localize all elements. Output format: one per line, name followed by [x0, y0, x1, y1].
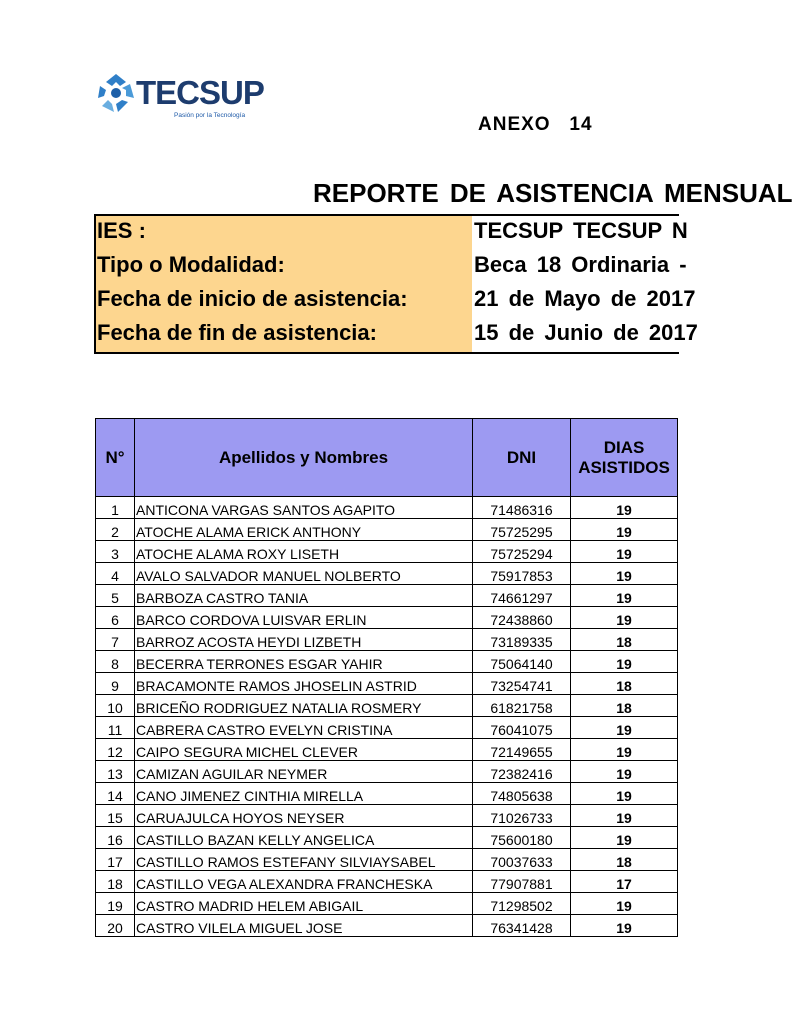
cell-num: 12 [96, 739, 135, 761]
cell-days: 19 [571, 651, 678, 673]
info-value: Beca 18 Ordinaria - [474, 252, 687, 277]
cell-name: CASTILLO VEGA ALEXANDRA FRANCHESKA [135, 871, 473, 893]
tecsup-emblem-icon [96, 72, 136, 116]
table-row [96, 915, 678, 937]
table-row [96, 739, 678, 761]
cell-num: 20 [96, 915, 135, 937]
cell-name: BRICEÑO RODRIGUEZ NATALIA ROSMERY [135, 695, 473, 717]
cell-days: 19 [571, 915, 678, 937]
info-label: IES : [97, 218, 146, 243]
info-value: 21 de Mayo de 2017 [474, 286, 696, 311]
cell-name: CASTILLO BAZAN KELLY ANGELICA [135, 827, 473, 849]
table-row [96, 541, 678, 563]
cell-name: AVALO SALVADOR MANUEL NOLBERTO [135, 563, 473, 585]
table-row [96, 717, 678, 739]
table-row [96, 607, 678, 629]
cell-dni: 75725294 [473, 541, 571, 563]
cell-num: 7 [96, 629, 135, 651]
cell-dni: 75725295 [473, 519, 571, 541]
header-dni: DNI [473, 419, 571, 497]
cell-days: 19 [571, 607, 678, 629]
cell-num: 17 [96, 849, 135, 871]
cell-days: 17 [571, 871, 678, 893]
cell-dni: 75917853 [473, 563, 571, 585]
header-days-line1: DIAS [603, 437, 645, 457]
cell-name: BECERRA TERRONES ESGAR YAHIR [135, 651, 473, 673]
cell-dni: 76041075 [473, 717, 571, 739]
cell-name: BARBOZA CASTRO TANIA [135, 585, 473, 607]
table-row [96, 827, 678, 849]
table-row [96, 497, 678, 519]
cell-num: 9 [96, 673, 135, 695]
cell-dni: 71298502 [473, 893, 571, 915]
info-value: TECSUP TECSUP N [474, 218, 688, 243]
cell-name: CASTILLO RAMOS ESTEFANY SILVIAYSABEL [135, 849, 473, 871]
info-row-fecha-inicio [96, 284, 696, 318]
table-row [96, 805, 678, 827]
info-label: Fecha de inicio de asistencia: [97, 286, 408, 311]
cell-dni: 75064140 [473, 651, 571, 673]
cell-num: 15 [96, 805, 135, 827]
cell-dni: 76341428 [473, 915, 571, 937]
cell-num: 11 [96, 717, 135, 739]
table-row [96, 519, 678, 541]
table-row [96, 585, 678, 607]
cell-name: BARROZ ACOSTA HEYDI LIZBETH [135, 629, 473, 651]
cell-dni: 74805638 [473, 783, 571, 805]
header-days-line2: ASISTIDOS [578, 457, 670, 477]
cell-num: 5 [96, 585, 135, 607]
cell-days: 18 [571, 849, 678, 871]
cell-name: CARUAJULCA HOYOS NEYSER [135, 805, 473, 827]
cell-days: 18 [571, 673, 678, 695]
cell-num: 16 [96, 827, 135, 849]
cell-days: 19 [571, 739, 678, 761]
table-body [96, 497, 678, 937]
table-row [96, 893, 678, 915]
cell-dni: 74661297 [473, 585, 571, 607]
cell-name: CASTRO MADRID HELEM ABIGAIL [135, 893, 473, 915]
cell-name: CAMIZAN AGUILAR NEYMER [135, 761, 473, 783]
cell-days: 19 [571, 783, 678, 805]
cell-days: 18 [571, 629, 678, 651]
cell-dni: 71486316 [473, 497, 571, 519]
cell-name: BARCO CORDOVA LUISVAR ERLIN [135, 607, 473, 629]
cell-dni: 71026733 [473, 805, 571, 827]
cell-num: 19 [96, 893, 135, 915]
table-row [96, 783, 678, 805]
report-title: REPORTE DE ASISTENCIA MENSUAL [313, 178, 793, 208]
info-row-modalidad [96, 250, 687, 284]
cell-days: 19 [571, 497, 678, 519]
table-row [96, 849, 678, 871]
cell-num: 3 [96, 541, 135, 563]
cell-days: 19 [571, 893, 678, 915]
header-name: Apellidos y Nombres [135, 419, 473, 497]
cell-days: 18 [571, 695, 678, 717]
cell-days: 19 [571, 761, 678, 783]
info-label: Tipo o Modalidad: [97, 252, 285, 277]
info-value: 15 de Junio de 2017 [474, 320, 698, 345]
cell-dni: 70037633 [473, 849, 571, 871]
cell-name: ANTICONA VARGAS SANTOS AGAPITO [135, 497, 473, 519]
table-row [96, 871, 678, 893]
cell-days: 19 [571, 519, 678, 541]
cell-name: CAIPO SEGURA MICHEL CLEVER [135, 739, 473, 761]
cell-dni: 72438860 [473, 607, 571, 629]
cell-num: 14 [96, 783, 135, 805]
cell-name: BRACAMONTE RAMOS JHOSELIN ASTRID [135, 673, 473, 695]
cell-num: 18 [96, 871, 135, 893]
cell-dni: 72149655 [473, 739, 571, 761]
cell-num: 8 [96, 651, 135, 673]
cell-num: 4 [96, 563, 135, 585]
cell-num: 10 [96, 695, 135, 717]
cell-name: CANO JIMENEZ CINTHIA MIRELLA [135, 783, 473, 805]
table-row [96, 673, 678, 695]
header-num: N° [96, 419, 135, 497]
table-row [96, 761, 678, 783]
cell-name: ATOCHE ALAMA ROXY LISETH [135, 541, 473, 563]
cell-days: 19 [571, 585, 678, 607]
logo-wordmark: TECSUP [136, 74, 264, 111]
table-row [96, 651, 678, 673]
info-label: Fecha de fin de asistencia: [97, 320, 377, 345]
cell-dni: 73254741 [473, 673, 571, 695]
table-row [96, 629, 678, 651]
cell-num: 2 [96, 519, 135, 541]
logo-tagline: Pasión por la Tecnología [174, 112, 246, 119]
cell-dni: 73189335 [473, 629, 571, 651]
table-row [96, 563, 678, 585]
tecsup-logo [96, 72, 264, 124]
table-header-row [96, 419, 678, 497]
cell-num: 6 [96, 607, 135, 629]
table-row [96, 695, 678, 717]
cell-name: CABRERA CASTRO EVELYN CRISTINA [135, 717, 473, 739]
cell-dni: 75600180 [473, 827, 571, 849]
cell-days: 19 [571, 827, 678, 849]
cell-days: 19 [571, 717, 678, 739]
attendance-table [95, 418, 678, 937]
info-row-fecha-fin [96, 318, 698, 352]
cell-dni: 61821758 [473, 695, 571, 717]
cell-name: ATOCHE ALAMA ERICK ANTHONY [135, 519, 473, 541]
cell-dni: 77907881 [473, 871, 571, 893]
cell-days: 19 [571, 805, 678, 827]
cell-days: 19 [571, 541, 678, 563]
cell-name: CASTRO VILELA MIGUEL JOSE [135, 915, 473, 937]
cell-dni: 72382416 [473, 761, 571, 783]
cell-days: 19 [571, 563, 678, 585]
info-row-ies [96, 216, 688, 250]
anexo-label: ANEXO 14 [478, 114, 593, 135]
header-days [571, 419, 678, 497]
cell-num: 13 [96, 761, 135, 783]
cell-num: 1 [96, 497, 135, 519]
info-box [94, 214, 698, 354]
